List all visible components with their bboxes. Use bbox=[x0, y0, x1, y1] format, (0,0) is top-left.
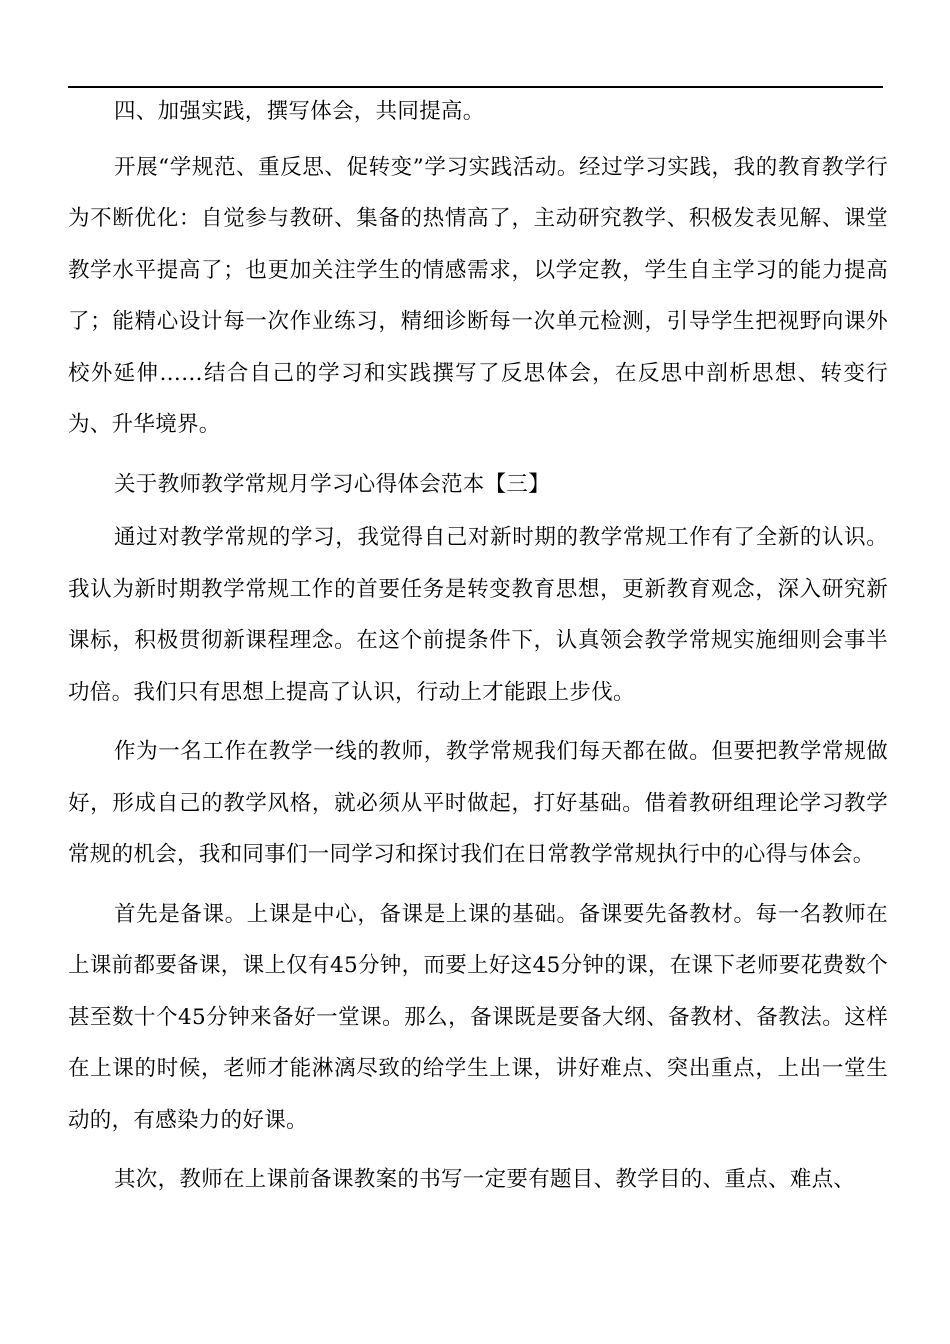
section-heading: 四、加强实践，撰写体会，共同提高。 bbox=[114, 99, 485, 124]
body-paragraph: 其次，教师在上课前备课教案的书写一定要有题目、教学目的、重点、难点、 bbox=[114, 1167, 856, 1192]
article-title: 关于教师教学常规月学习心得体会范本【三】 bbox=[114, 471, 551, 497]
document-body bbox=[68, 86, 888, 1214]
body-paragraph: 首先是备课。上课是中心，备课是上课的基础。备课要先备教材。每一名教师在上课前都要备课，课上仅有45分钟，而要上好这45分钟的课，在课下老师要花费数个甚至数十个45分钟来备好一堂课。那么，备课既是要备大纲、备教材、备教法。这样在上课的时候，老师才能淋漓尽致的给学生上课，讲好难点、突出重点，上出一堂生动的，有感染力的好课。 bbox=[68, 901, 888, 1133]
body-paragraph: 作为一名工作在教学一线的教师，教学常规我们每天都在做。但要把教学常规做好，形成自己的教学风格，就必须从平时做起，打好基础。借着教研组理论学习教学常规的机会，我和同事们一同学习和探讨我们在日常教学常规执行中的心得与体会。 bbox=[68, 739, 888, 867]
body-paragraph: 开展“学规范、重反思、促转变”学习实践活动。经过学习实践，我的教育教学行为不断优化：自觉参与教研、集备的热情高了，主动研究教学、积极发表见解、课堂教学水平提高了；也更加关注学生的情感需求，以学定教，学生自主学习的能力提高了；能精心设计每一次作业练习，精细诊断每一次单元检测，引导学生把视野向课外校外延伸……结合自己的学习和实践撰写了反思体会，在反思中剖析思想、转变行为、升华境界。 bbox=[68, 154, 888, 437]
body-paragraph: 通过对教学常规的学习，我觉得自己对新时期的教学常规工作有了全新的认识。我认为新时期教学常规工作的首要任务是转变教育思想，更新教育观念，深入研究新课标，积极贯彻新课程理念。在这个前提条件下，认真领会教学常规实施细则会事半功倍。我们只有思想上提高了认识，行动上才能跟上步伐。 bbox=[68, 525, 888, 705]
